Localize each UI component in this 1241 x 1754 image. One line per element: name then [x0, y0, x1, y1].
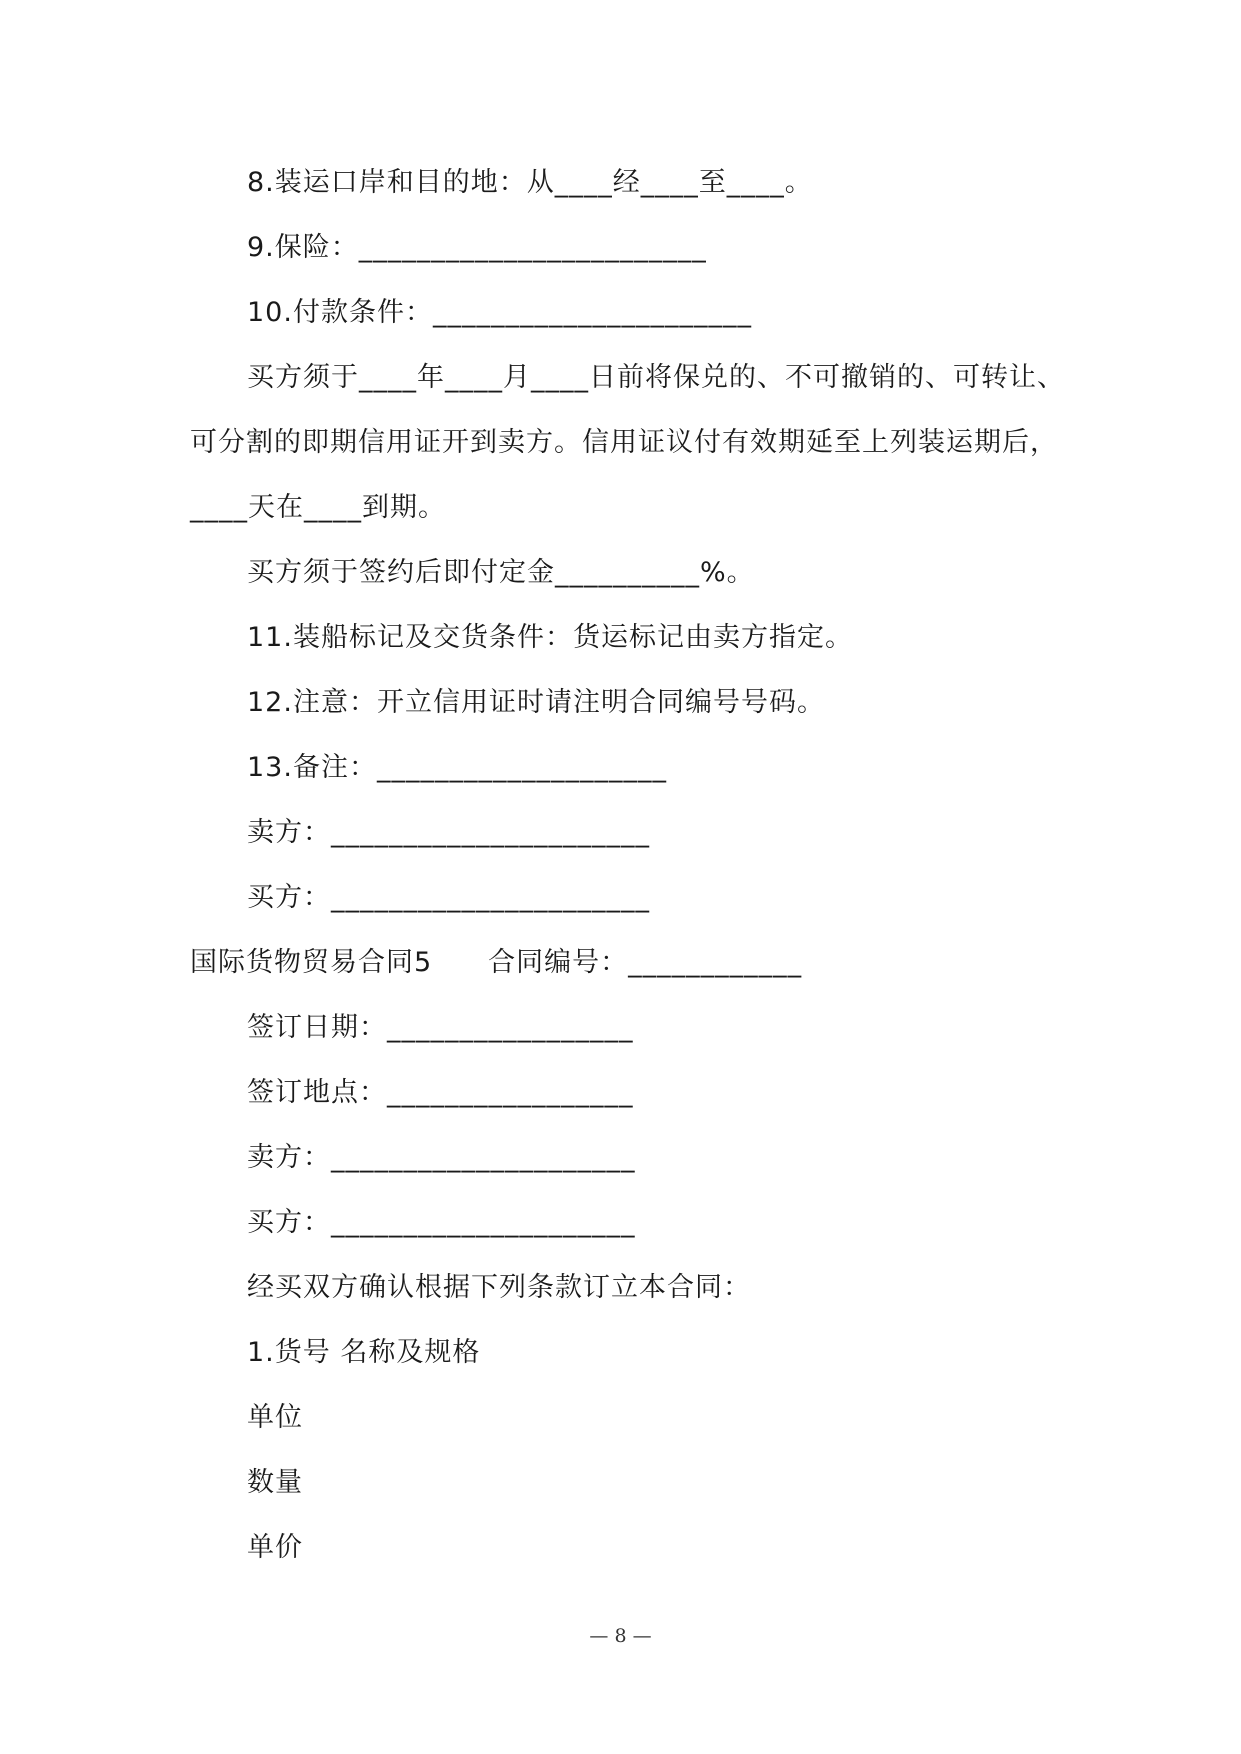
clause-9-insurance: 9.保险：________________________ — [247, 232, 707, 263]
clause-10-payment: 10.付款条件：______________________ — [247, 297, 752, 328]
unit-price-label: 单价 — [247, 1532, 303, 1563]
seller-signature-line: 卖方：______________________ — [247, 817, 650, 848]
clause-12-note: 12.注意：开立信用证时请注明合同编号号码。 — [247, 687, 825, 718]
buyer-line: 买方：_____________________ — [247, 1207, 636, 1238]
clause-11-marks: 11.装船标记及交货条件：货运标记由卖方指定。 — [247, 622, 853, 653]
payment-paragraph-line-2: 可分割的即期信用证开到卖方。信用证议付有效期延至上列装运期后， — [190, 427, 1058, 458]
agreement-intro: 经买双方确认根据下列条款订立本合同： — [247, 1272, 751, 1303]
quantity-label: 数量 — [247, 1467, 303, 1498]
buyer-signature-line: 买方：______________________ — [247, 882, 650, 913]
clause-1-goods: 1.货号 名称及规格 — [247, 1337, 481, 1368]
payment-paragraph-line-3: ____天在____到期。 — [190, 492, 446, 523]
signing-date-line: 签订日期：_________________ — [247, 1012, 634, 1043]
seller-line: 卖方：_____________________ — [247, 1142, 636, 1173]
contract-5-heading: 国际货物贸易合同5 合同编号：____________ — [190, 947, 803, 978]
clause-8-ports: 8.装运口岸和目的地：从____经____至____。 — [247, 167, 813, 198]
page-number: — 8 — — [589, 1625, 652, 1647]
payment-paragraph-line-1: 买方须于____年____月____日前将保兑的、不可撤销的、可转让、 — [247, 362, 1065, 393]
signing-place-line: 签订地点：_________________ — [247, 1077, 634, 1108]
clause-13-remarks: 13.备注：____________________ — [247, 752, 667, 783]
deposit-paragraph: 买方须于签约后即付定金__________%。 — [247, 557, 755, 588]
unit-label: 单位 — [247, 1402, 303, 1433]
